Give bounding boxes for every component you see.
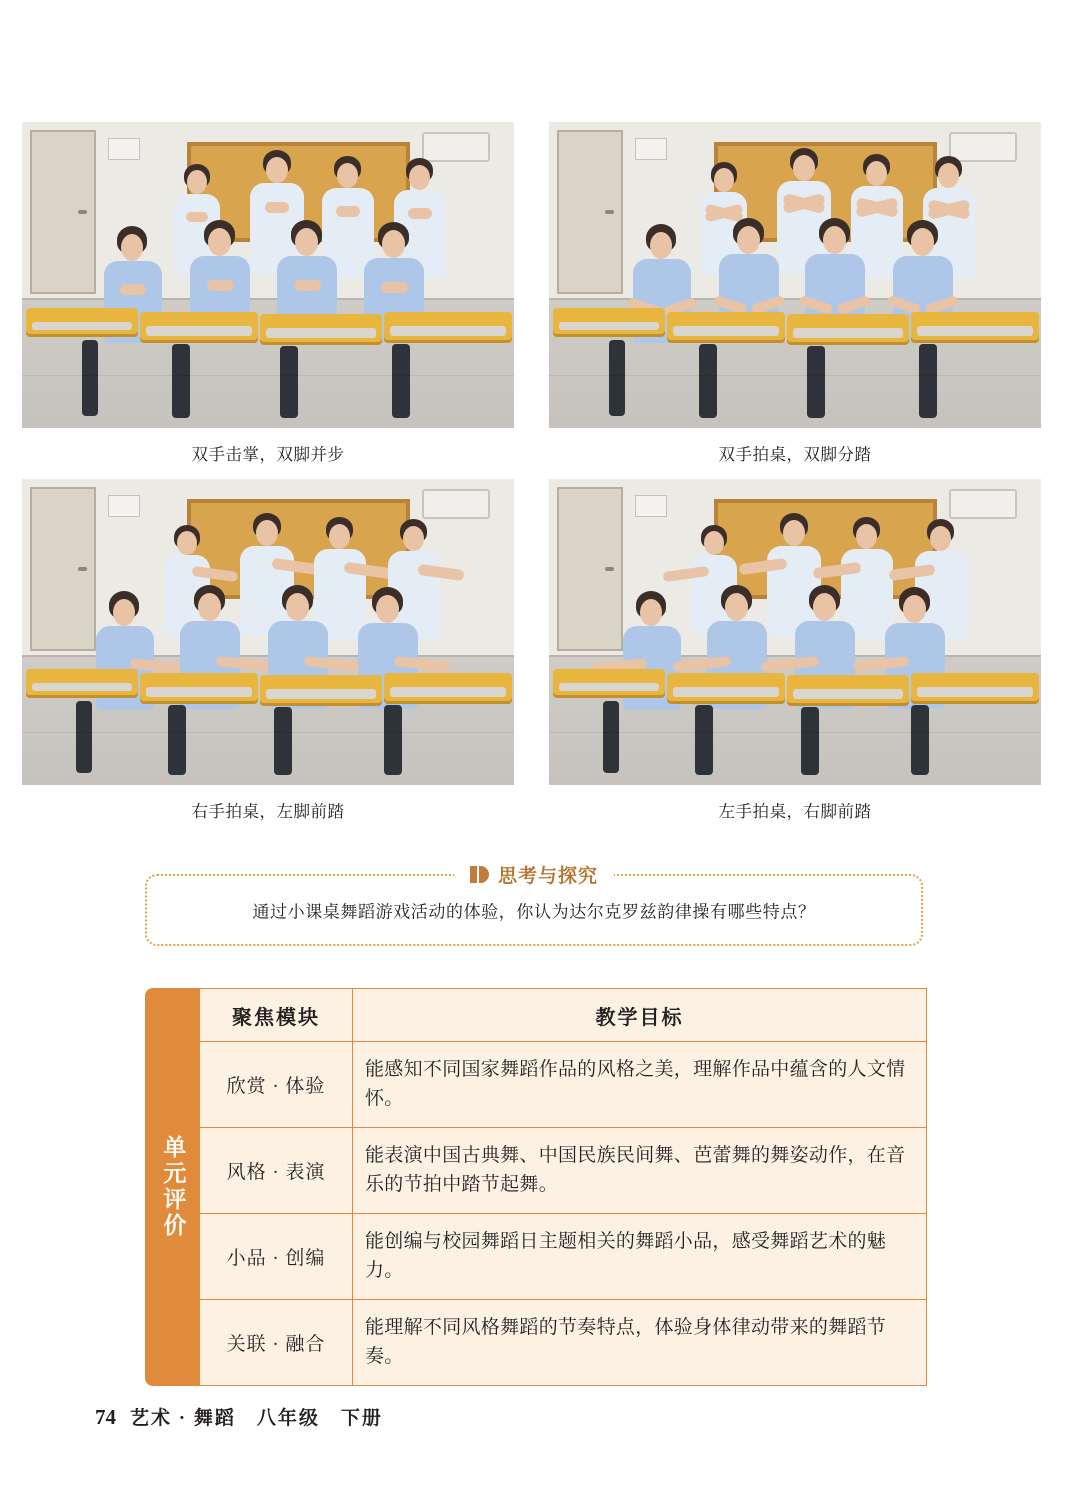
think-question-text: 通过小课桌舞蹈游戏活动的体验，你认为达尔克罗兹韵律操有哪些特点？ bbox=[252, 902, 816, 922]
unit-evaluation bbox=[145, 988, 927, 1386]
photo-caption: 右手拍桌，左脚前踏 bbox=[191, 802, 345, 821]
classroom-photo-1 bbox=[22, 122, 514, 428]
unit-evaluation-side-text: 单元评价 bbox=[160, 1134, 186, 1239]
classroom-photo-2 bbox=[549, 122, 1041, 428]
footer-text: 艺术 · 舞蹈 八年级 下册 bbox=[130, 1408, 383, 1429]
photo-cell-2 bbox=[549, 122, 1041, 465]
row-module: 欣赏 · 体验 bbox=[200, 1042, 353, 1128]
row-module: 风格 · 表演 bbox=[200, 1127, 353, 1213]
table-row bbox=[200, 1127, 927, 1213]
row-goal: 能创编与校园舞蹈日主题相关的舞蹈小品，感受舞蹈艺术的魅力。 bbox=[353, 1213, 927, 1299]
row-goal: 能理解不同风格舞蹈的节奏特点，体验身体律动带来的舞蹈节奏。 bbox=[353, 1299, 927, 1385]
photo-cell-3 bbox=[22, 479, 514, 822]
bookmark-icon bbox=[470, 865, 489, 884]
classroom-photo-4 bbox=[549, 479, 1041, 785]
photo-cell-1 bbox=[22, 122, 514, 465]
row-goal: 能感知不同国家舞蹈作品的风格之美，理解作品中蕴含的人文情怀。 bbox=[353, 1042, 927, 1128]
photo-caption: 左手拍桌，右脚前踏 bbox=[718, 802, 872, 821]
photo-caption: 双手拍桌，双脚分踏 bbox=[718, 445, 872, 464]
header-module: 聚焦模块 bbox=[200, 989, 353, 1042]
think-title-label: 思考与探究 bbox=[497, 866, 599, 887]
row-module: 小品 · 创编 bbox=[200, 1213, 353, 1299]
table-header-row bbox=[200, 989, 927, 1042]
photo-caption: 双手击掌，双脚并步 bbox=[191, 445, 345, 464]
table-row bbox=[200, 1213, 927, 1299]
page-footer bbox=[95, 1403, 383, 1430]
photo-cell-4 bbox=[549, 479, 1041, 822]
evaluation-table bbox=[199, 988, 927, 1386]
unit-evaluation-side-label bbox=[145, 988, 199, 1386]
row-module: 关联 · 融合 bbox=[200, 1299, 353, 1385]
think-and-explore-box bbox=[145, 866, 923, 946]
think-and-explore-title bbox=[454, 861, 614, 888]
row-goal: 能表演中国古典舞、中国民族民间舞、芭蕾舞的舞姿动作，在音乐的节拍中踏节起舞。 bbox=[353, 1127, 927, 1213]
table-row bbox=[200, 1042, 927, 1128]
table-row bbox=[200, 1299, 927, 1385]
classroom-photo-3 bbox=[22, 479, 514, 785]
page-number: 74 bbox=[95, 1405, 116, 1429]
photo-grid bbox=[22, 122, 1042, 822]
header-goal: 教学目标 bbox=[353, 989, 927, 1042]
